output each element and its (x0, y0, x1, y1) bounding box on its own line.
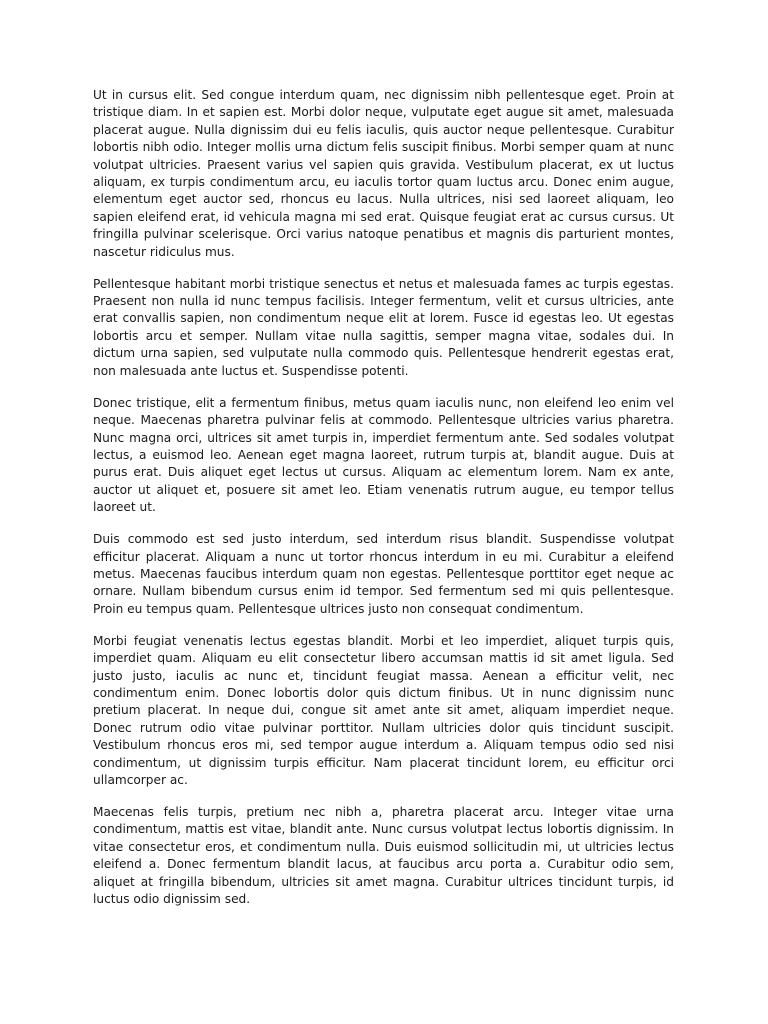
paragraph-6: Maecenas felis turpis, pretium nec nibh a, pharetra placerat arcu. Integer vitae urna condimentum, mattis est vitae, blandit ante. Nunc cursus volutpat lectus lobortis dignissim. In vitae consectetur eros, et condimentum nulla. Duis euismod sollicitudin mi, ut ultricies lectus eleifend a. Donec fermentum blandit lacus, at faucibus arcu porta a. Curabitur odio sem, aliquet at fringilla bibendum, ultricies sit amet magna. Curabitur ultrices tincidunt turpis, id luctus odio dignissim sed. (93, 805, 674, 907)
paragraph-3: Donec tristique, elit a fermentum finibus, metus quam iaculis nunc, non eleifend leo enim vel neque. Maecenas pharetra pulvinar felis at commodo. Pellentesque ultricies varius pharetra. Nunc magna orci, ultrices sit amet turpis in, imperdiet fermentum ante. Sed sodales volutpat lectus, a euismod leo. Aenean eget magna laoreet, rutrum turpis at, blandit augue. Duis at purus erat. Duis aliquet eget lectus ut cursus. Aliquam ac elementum lorem. Nam ex ante, auctor ut aliquet et, posuere sit amet leo. Etiam venenatis rutrum augue, eu tempor tellus laoreet ut. (93, 395, 674, 515)
paragraph-2: Pellentesque habitant morbi tristique senectus et netus et malesuada fames ac turpis egestas. Praesent non nulla id nunc tempus facilisis. Integer fermentum, velit et cursus ultricies, ante erat convallis sapien, non condimentum neque elit at lorem. Fusce id egestas leo. Ut egestas lobortis arcu et semper. Nullam vitae nulla sagittis, semper magna vitae, sodales dui. In dictum urna sapien, sed vulputate nulla commodo quis. Pellentesque hendrerit egestas erat, non malesuada ante luctus et. Suspendisse potenti. (93, 276, 674, 378)
document-page (93, 87, 674, 923)
paragraph-4: Duis commodo est sed justo interdum, sed interdum risus blandit. Suspendisse volutpat efficitur placerat. Aliquam a nunc ut tortor rhoncus interdum in eu mi. Curabitur a eleifend metus. Maecenas faucibus interdum quam non egestas. Pellentesque porttitor eget neque ac ornare. Nullam bibendum cursus enim id tempor. Sed fermentum sed mi quis pellentesque. Proin eu tempus quam. Pellentesque ultrices justo non consequat condimentum. (93, 532, 674, 616)
paragraph-1: Ut in cursus elit. Sed congue interdum quam, nec dignissim nibh pellentesque eget. Proin at tristique diam. In et sapien est. Morbi dolor neque, vulputate eget augue sit amet, malesuada placerat augue. Nulla dignissim dui eu felis iaculis, quis auctor neque pellentesque. Curabitur lobortis nibh odio. Integer mollis urna dictum felis suscipit finibus. Morbi semper quam at nunc volutpat ultricies. Praesent varius vel sapien quis gravida. Vestibulum placerat, ex ut luctus aliquam, ex turpis condimentum arcu, eu iaculis tortor quam luctus arcu. Donec enim augue, elementum eget auctor sed, rhoncus eu lacus. Nulla ultrices, nisi sed laoreet aliquam, leo sapien eleifend erat, id vehicula magna mi sed erat. Quisque feugiat erat ac cursus cursus. Ut fringilla pulvinar scelerisque. Orci varius natoque penatibus et magnis dis parturient montes, nascetur ridiculus mus. (93, 88, 674, 259)
paragraph-5: Morbi feugiat venenatis lectus egestas blandit. Morbi et leo imperdiet, aliquet turpis quis, imperdiet quam. Aliquam eu elit consectetur libero accumsan mattis id sit amet ligula. Sed justo justo, iaculis ac nunc et, tincidunt feugiat massa. Aenean a efficitur velit, nec condimentum enim. Donec lobortis dolor quis dictum finibus. Ut in nunc dignissim nunc pretium placerat. In neque dui, congue sit amet ante sit amet, aliquam imperdiet neque. Donec rutrum odio vitae pulvinar porttitor. Nullam ultricies dolor quis tincidunt suscipit. Vestibulum rhoncus eros mi, sed tempor augue interdum a. Aliquam tempus odio sed nisi condimentum, ut dignissim turpis efficitur. Nam placerat tincidunt lorem, eu efficitur orci ullamcorper ac. (93, 633, 674, 787)
